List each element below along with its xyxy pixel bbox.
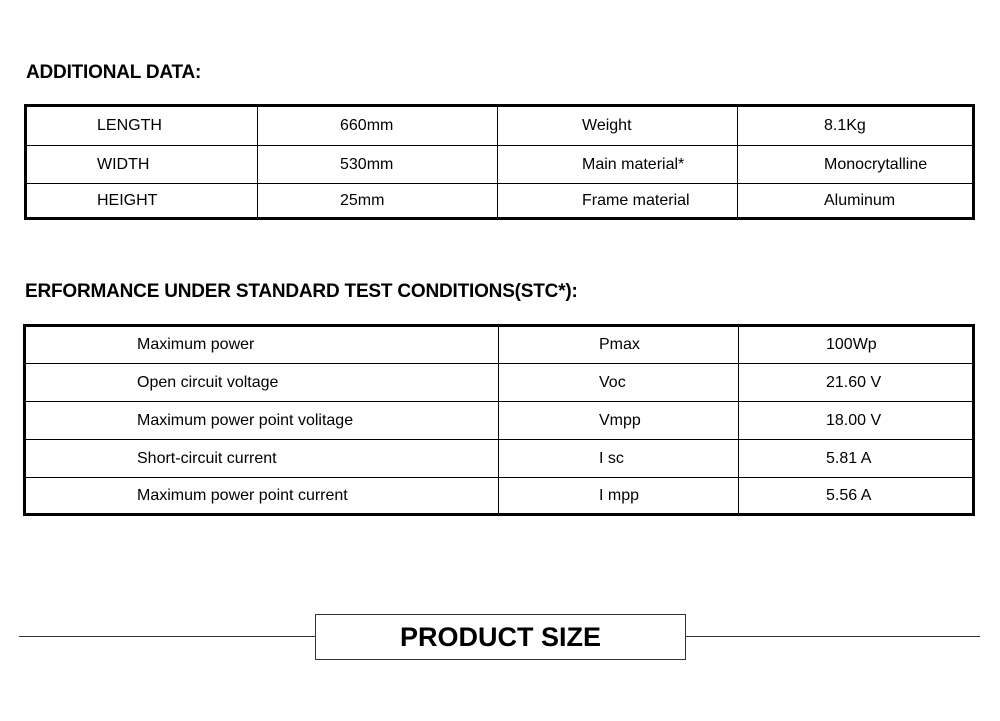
table-cell: Vmpp (499, 402, 739, 440)
table-cell: 530mm (258, 146, 498, 184)
table-cell: Pmax (499, 326, 739, 364)
table-cell: Maximum power point current (25, 478, 499, 515)
table-cell: WIDTH (26, 146, 258, 184)
table-row (25, 402, 974, 440)
table-row (26, 146, 974, 184)
table-cell: Maximum power point volitage (25, 402, 499, 440)
product-size-label: PRODUCT SIZE (399, 621, 601, 652)
performance-table (23, 324, 975, 516)
table-row (25, 440, 974, 478)
table-cell: Voc (499, 364, 739, 402)
table-row (26, 106, 974, 146)
table-cell: 660mm (258, 106, 498, 146)
product-size-heading (315, 614, 686, 660)
divider-right (686, 636, 980, 637)
table-cell: 25mm (258, 184, 498, 219)
table-cell: Weight (498, 106, 738, 146)
table-row (25, 364, 974, 402)
table-cell: 5.81 A (739, 440, 974, 478)
table-row (25, 478, 974, 515)
table-cell: Short-circuit current (25, 440, 499, 478)
table-cell: 8.1Kg (738, 106, 974, 146)
table-cell: Open circuit voltage (25, 364, 499, 402)
table-cell: HEIGHT (26, 184, 258, 219)
table-row (25, 326, 974, 364)
table-cell: Aluminum (738, 184, 974, 219)
table-cell: I mpp (499, 478, 739, 515)
performance-title: ERFORMANCE UNDER STANDARD TEST CONDITIONS(STC*): (25, 281, 578, 302)
table-cell: 18.00 V (739, 402, 974, 440)
table-cell: 100Wp (739, 326, 974, 364)
divider-left (19, 636, 315, 637)
table-cell: LENGTH (26, 106, 258, 146)
additional-data-title: ADDITIONAL DATA: (26, 62, 202, 83)
additional-data-table (24, 104, 975, 220)
table-cell: Main material* (498, 146, 738, 184)
table-cell: 21.60 V (739, 364, 974, 402)
table-row (26, 184, 974, 219)
table-cell: Monocrytalline (738, 146, 974, 184)
table-cell: 5.56 A (739, 478, 974, 515)
table-cell: Maximum power (25, 326, 499, 364)
table-cell: I sc (499, 440, 739, 478)
table-cell: Frame material (498, 184, 738, 219)
